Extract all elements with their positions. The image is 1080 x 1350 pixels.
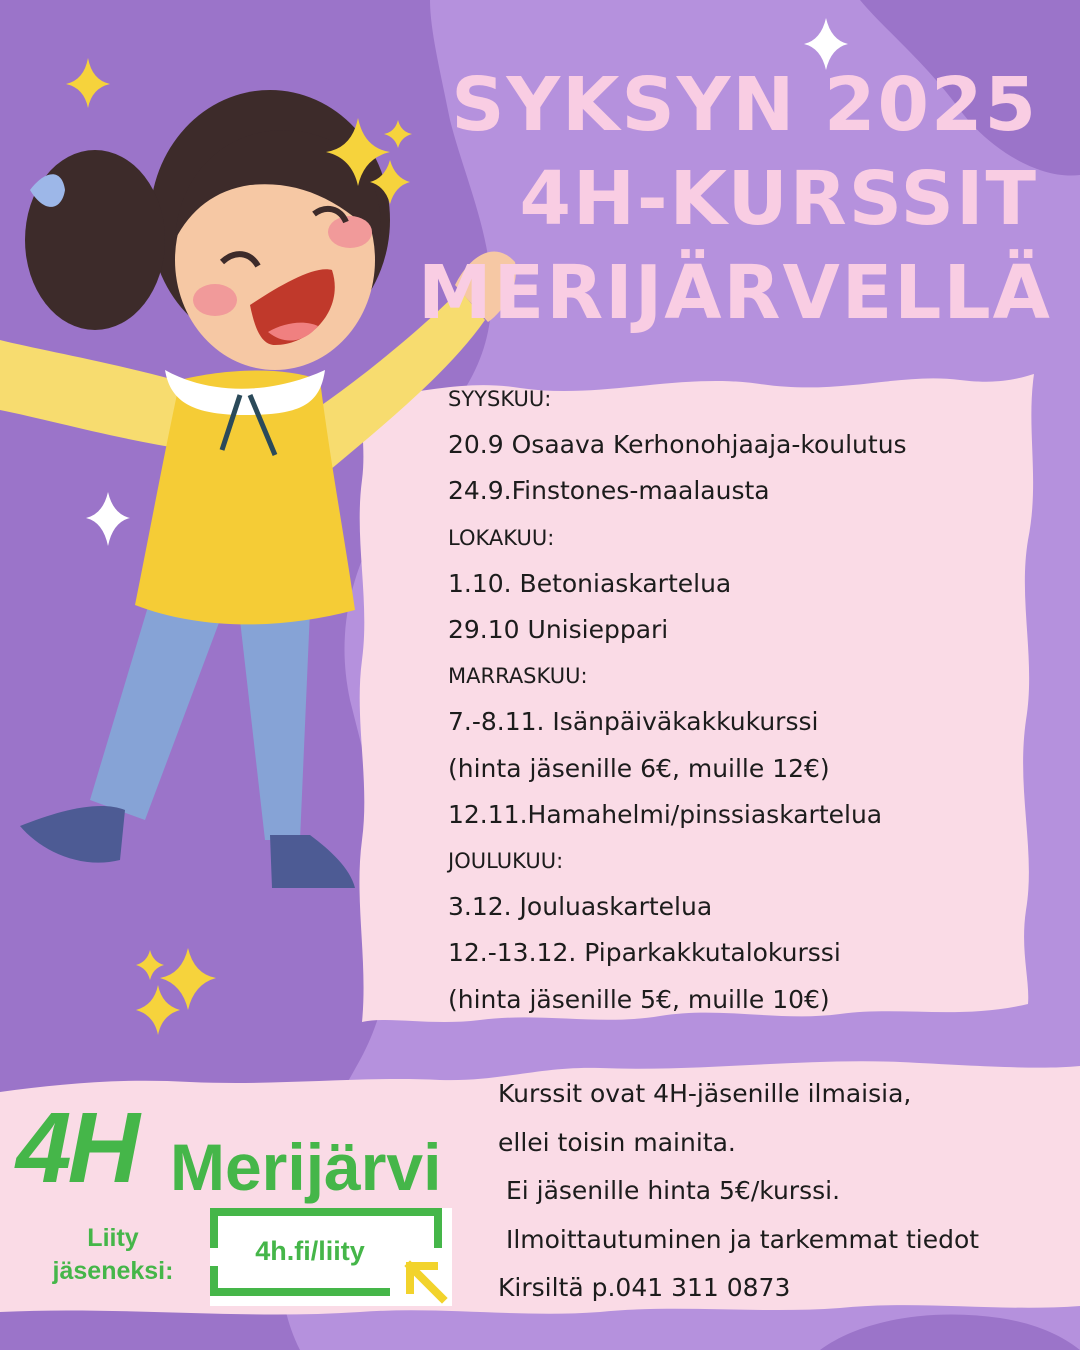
info-line: ellei toisin mainita. — [498, 1127, 736, 1157]
arrow-icon — [410, 1266, 442, 1298]
join-label-line: jäseneksi: — [52, 1257, 174, 1285]
join-label-line: Liity — [87, 1224, 139, 1252]
month-heading: SYYSKUU: — [448, 387, 552, 411]
schedule-item: 12.11.Hamahelmi/pinssiaskartelua — [448, 799, 883, 829]
schedule-item: (hinta jäsenille 5€, muille 10€) — [448, 984, 830, 1014]
schedule-item: 12.-13.12. Piparkakkutalokurssi — [448, 938, 841, 968]
title-line: 4H-KURSSIT — [519, 156, 1038, 242]
schedule-item: 24.9.Finstones-maalausta — [448, 476, 770, 506]
month-heading: LOKAKUU: — [448, 525, 555, 550]
info-line: Ilmoittautuminen ja tarkemmat tiedot — [498, 1224, 980, 1254]
schedule-item: 29.10 Unisieppari — [448, 615, 669, 645]
page-title — [418, 58, 1052, 340]
course-info — [498, 1070, 1078, 1313]
schedule-item: 1.10. Betoniaskartelua — [448, 568, 732, 598]
month-heading: MARRASKUU: — [448, 664, 588, 689]
month-heading: JOULUKUU: — [448, 849, 564, 874]
course-schedule — [448, 376, 1048, 1023]
sparkle-icon — [66, 58, 412, 1035]
schedule-item: (hinta jäsenille 6€, muille 12€) — [448, 753, 830, 783]
schedule-item: 7.-8.11. Isänpäiväkakkukurssi — [448, 707, 819, 737]
join-url-link[interactable]: 4h.fi/liity — [255, 1236, 365, 1266]
4h-logo-mark: 4H — [16, 1092, 136, 1204]
logo-name: Merijärvi — [170, 1130, 442, 1204]
title-line: MERIJÄRVELLÄ — [418, 250, 1052, 336]
info-line: Ei jäsenille hinta 5€/kurssi. — [498, 1176, 841, 1205]
schedule-item: 3.12. Jouluaskartelua — [448, 892, 713, 922]
join-link-box[interactable] — [210, 1208, 452, 1306]
schedule-item: 20.9 Osaava Kerhonohjaaja-koulutus — [448, 430, 907, 460]
info-line: Kurssit ovat 4H-jäsenille ilmaisia, — [498, 1079, 912, 1108]
join-label — [28, 1222, 198, 1288]
title-line: SYKSYN 2025 — [451, 62, 1038, 148]
info-line: Kirsiltä p.041 311 0873 — [498, 1273, 791, 1302]
